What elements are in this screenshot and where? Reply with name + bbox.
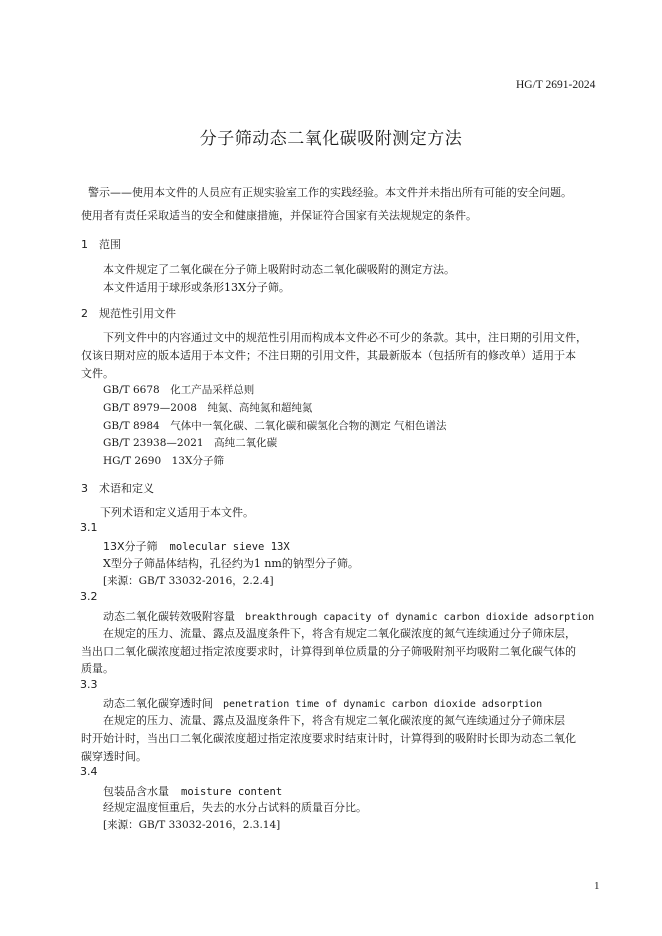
term-number: 3.4: [80, 765, 98, 778]
document-title: 分子筛动态二氧化碳吸附测定方法: [199, 129, 463, 149]
term-english-name: moisture content: [181, 786, 283, 798]
section-2-paragraph-line-1: 下列文件中的内容通过文中的规范性引用而构成本文件必不可少的条款。其中，注日期的引用文件，: [103, 331, 587, 344]
warning-line-1: 警示——使用本文件的人员应有正规实验室工作的实践经验。本文件并未指出所有可能的安全问题。: [88, 186, 572, 199]
term-definition: 当出口二氧化碳浓度超过指定浓度要求时，计算得到单位质量的分子筛吸附剂平均吸附二氧化碳气体的: [81, 645, 576, 658]
reference-item: GB/T 8979—2008 纯氮、高纯氮和超纯氮: [103, 402, 313, 414]
term-english-name: breakthrough capacity of dynamic carbon dioxide adsorption: [245, 612, 595, 623]
term-title: [103, 782, 282, 800]
term-definition: 质量。: [81, 662, 114, 675]
term-definition: 碳穿透时间。: [81, 750, 147, 763]
term-chinese-name: 包装品含水量: [103, 785, 169, 798]
section-1-paragraph-1: 本文件规定了二氧化碳在分子筛上吸附时动态二氧化碳吸附的测定方法。: [103, 263, 455, 276]
term-title: [103, 607, 594, 625]
section-2-paragraph-line-3: 文件。: [81, 367, 114, 380]
term-definition: 在规定的压力、流量、露点及温度条件下，将含有规定二氧化碳浓度的氮气连续通过分子筛床层: [103, 714, 565, 727]
page-number: 1: [594, 880, 600, 892]
reference-item: GB/T 8984 气体中一氧化碳、二氧化碳和碳氢化合物的测定 气相色谱法: [103, 420, 447, 432]
section-1-heading: 1 范围: [81, 238, 121, 251]
warning-line-2: 使用者有责任采取适当的安全和健康措施，并保证符合国家有关法规规定的条件。: [81, 209, 477, 222]
term-chinese-name: 动态二氧化碳穿透时间: [103, 697, 213, 710]
term-definition: 经规定温度恒重后，失去的水分占试料的质量百分比。: [103, 801, 367, 814]
term-number: 3.2: [80, 590, 98, 603]
term-definition: X型分子筛晶体结构，孔径约为1 nm的钠型分子筛。: [103, 557, 359, 570]
section-1-paragraph-2: 本文件适用于球形或条形13X分子筛。: [103, 281, 290, 294]
term-chinese-name: 13X分子筛: [103, 540, 158, 553]
term-chinese-name: 动态二氧化碳转效吸附容量: [103, 610, 235, 623]
term-source: [来源：GB/T 33032-2016，2.3.14]: [103, 819, 281, 831]
section-3-heading: 3 术语和定义: [81, 482, 154, 495]
section-2-paragraph-line-2: 仅该日期对应的版本适用于本文件；不注日期的引用文件，其最新版本（包括所有的修改单）适用于本: [81, 349, 576, 362]
term-english-name: penetration time of dynamic carbon dioxide adsorption: [223, 699, 543, 710]
term-title: [103, 537, 290, 555]
term-source: [来源：GB/T 33032-2016，2.2.4]: [103, 575, 274, 587]
reference-item: HG/T 2690 13X分子筛: [103, 455, 224, 467]
standard-code: HG/T 2691-2024: [516, 79, 596, 91]
term-definition: 时开始计时，当出口二氧化碳浓度超过指定浓度要求时结束计时，计算得到的吸附时长即为动态二氧化: [81, 732, 576, 745]
term-title: [103, 694, 542, 712]
section-3-intro: 下列术语和定义适用于本文件。: [100, 506, 254, 519]
term-definition: 在规定的压力、流量、露点及温度条件下，将含有规定二氧化碳浓度的氮气连续通过分子筛床层，: [103, 627, 576, 640]
term-number: 3.3: [80, 678, 98, 691]
section-2-heading: 2 规范性引用文件: [81, 307, 176, 320]
reference-item: GB/T 6678 化工产品采样总则: [103, 384, 255, 396]
term-number: 3.1: [80, 521, 98, 534]
term-english-name: molecular sieve 13X: [169, 541, 290, 553]
reference-item: GB/T 23938—2021 高纯二氧化碳: [103, 437, 278, 449]
